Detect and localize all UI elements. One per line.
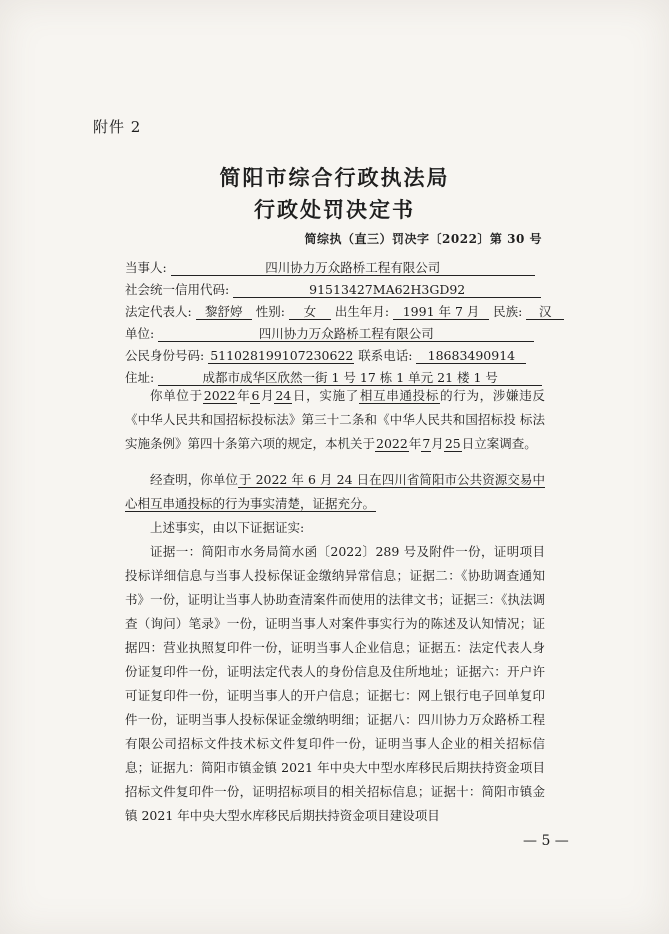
attachment-label: 附件 2 [93,118,142,136]
credit-code-row [125,280,541,298]
ethnicity-value: 汉 [526,304,564,320]
incident-text: 的行为，涉嫌违反《中华人民共和国招标投标法》第三十二条和《中华人民共和国招标投 标法实施条例》第四十条第六项的规定，本机关于 [125,388,545,451]
birth-label: 出生年月: [334,304,390,319]
party-value: 四川协力万众路桥工程有限公司 [171,260,535,276]
paragraph-evidence-intro: 上述事实，由以下证据证实: [150,520,305,535]
legal-rep-row [125,302,564,320]
incident-text: 月 [260,388,275,403]
paragraph-findings [125,468,545,516]
agency-title: 简阳市综合行政执法局 [219,165,450,190]
unit-row [125,324,534,342]
ethnicity-label: 民族: [493,304,523,319]
incident-act: 相互串通投标 [359,388,440,403]
id-label: 公民身份号码: [125,348,205,363]
findings-text: 经查明，你单位 [150,472,238,487]
incident-text: 年 [236,388,251,403]
filing-day: 25 [444,436,461,451]
incident-text: 日，实施了 [292,388,359,403]
incident-day: 24 [275,388,292,403]
party-label: 当事人: [125,260,167,275]
page-number: — 5 — [523,833,569,849]
address-value: 成都市成华区欣然一街 1 号 17 栋 1 单元 21 楼 1 号 [158,370,542,386]
filing-year: 2022 [376,436,408,451]
legal-rep-label: 法定代表人: [125,304,192,319]
incident-text: 你单位于 [150,388,203,403]
unit-label: 单位: [125,326,155,341]
birth-value: 1991 年 7 月 [393,304,489,320]
incident-text: 年 [408,436,422,451]
document-title: 行政处罚决定书 [254,197,415,222]
document-number: 简综执（直三）罚决字〔2022〕第 30 号 [304,232,542,246]
gender-label: 性别: [255,304,285,319]
credit-code-label: 社会统一信用代码: [125,282,230,297]
legal-rep-value: 黎舒婷 [196,304,252,320]
id-value: 511028199107230622 [210,348,354,363]
filing-month: 7 [422,436,431,451]
unit-value: 四川协力万众路桥工程有限公司 [158,326,534,342]
phone-value: 18683490914 [416,348,526,364]
findings-detail: 于 2022 年 6 月 24 日在四川省简阳市公共资源交易中心相互串通投标的行为事实清楚，证据充分。 [125,472,545,511]
id-row [125,346,526,364]
gender-value: 女 [289,304,331,320]
paragraph-evidence-list: 证据一：简阳市水务局简水函〔2022〕289 号及附件一份，证明项目投标详细信息与当事人投标保证金缴纳异常信息；证据二：《协助调查通知书》一份，证明让当事人协助查清案件而使用的法律文书；证据三：《执法调查（询问）笔录》一份，证明当事人对案件事实行为的陈述及认知情况；证据四：营业执照复印件一份，证明当事人企业信息；证据五：法定代表人身份证复印件一份，证明法定代表人的身份信息及住所地址；证据六：开户许可证复印件一份，证明当事人的开户信息；证据七：网上银行电子回单复印件一份，证明当事人投标保证金缴纳明细；证据八：四川协力万众路桥工程有限公司招标文件技术标文件复印件一份，证明当事人企业的相关招标信息；证据九：简阳市镇金镇 2021 年中央大中型水库移民后期扶持资金项目招标文件复印件一份，证明招标项目的相关招标信息；证据十：简阳市镇金镇 2021 年中央大型水库移民后期扶持资金项目建设项目 [125,544,545,823]
address-label: 住址: [125,370,155,385]
incident-text: 月 [431,436,444,451]
party-row [125,258,535,276]
incident-text: 日立案调查。 [461,436,537,451]
credit-code-value: 91513427MA62H3GD92 [233,282,541,298]
phone-label: 联系电话: [358,348,413,363]
paragraph-incident [125,384,545,456]
incident-year: 2022 [203,388,236,403]
incident-month: 6 [251,388,260,403]
